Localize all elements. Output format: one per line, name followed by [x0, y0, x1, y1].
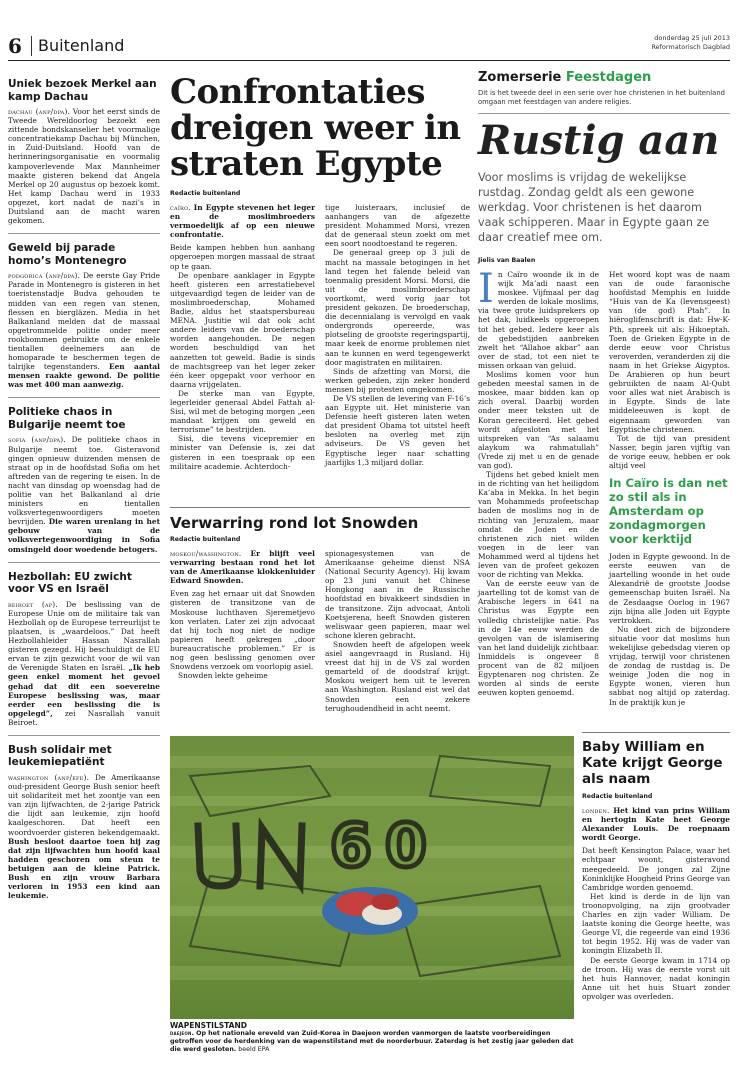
brief-text-after: zei Nasrallah vanuit Beiroet. — [8, 708, 160, 727]
paragraph: spionagesystemen van de Amerikaanse geheime dienst NSA (National Security Agency). Hij kwam op 23 juni vanuit het Chinese Hongkong aan in de Russische hoofdstad en bivakkeert sindsdien in de transitzone. Zijn advocaat, Antoli Koetsjerena, heeft Snowden gisteren weliswaar geen papieren, maar wel schone kleren gebracht. — [325, 549, 470, 640]
brief-text: De politieke chaos in Bulgarije neemt toe. Gisteravond gingen opnieuw duizenden mensen de straat op in de hoofdstad Sofia om het aftreden van de regering te eisen. In de nacht van dinsdag op woensdag had de politie van het Balkanland al drie ministers en tientallen volksvertegenwoordigers moeten bevrijden. — [8, 435, 160, 527]
baby-headline: Baby William en Kate krijgt George als naam — [582, 739, 723, 787]
drop-cap: I — [478, 266, 494, 312]
baby-dateline: londen. — [582, 806, 610, 815]
brief-body — [8, 271, 160, 389]
brief-dateline: beiroet (ap). — [8, 599, 58, 609]
paragraph: tige luisteraars, inclusief de aanhangers van de afgezette president Mohammed Morsi, vrezen dat de generaal steun zoekt om met een soort noodtoestand te regeren. — [325, 203, 470, 249]
main-article-lead-text: In Egypte stevenen het leger en de moslimbroeders vermoedelijk af op een nieuwe confrontatie. — [170, 203, 315, 240]
paragraph: Tot de tijd van president Nasser, begin jaren vijftig van de vorige eeuw, hebben er ook altijd veel — [609, 433, 730, 470]
lawn-number-six: 6 — [330, 811, 372, 881]
brief-montenegro — [8, 234, 160, 398]
paragraph: Dat heeft Kensington Palace, waar het echtpaar woont, gisteravond meegedeeld. De jongen zal Zijne Koninklijke Hoogheid Prins George van Cambridge worden genoemd. — [582, 846, 730, 892]
header-divider — [31, 36, 32, 56]
feature-headline: Rustig aan — [478, 117, 720, 164]
snowden-col-1 — [170, 549, 315, 713]
baby-lead — [582, 806, 730, 842]
brief-merkel — [8, 70, 160, 234]
main-article-headline: Confrontaties dreigen weer in straten Egypte — [170, 72, 461, 184]
header-date-block — [651, 34, 730, 52]
photo-caption — [170, 1022, 574, 1054]
brief-bold-text: Bush besloot daartoe toen hij zag dat zijn lijfwachten hun hoofd kaal hadden geschoren om steun te betuigen aan de kleine Patrick. Bush en zijn vrouw Barbara verloren in 1953 een kind aan leukemie. — [8, 836, 160, 901]
main-article-columns — [170, 203, 470, 471]
paragraph: De VS stellen de levering van F-16’s aan Egypte uit. Het ministerie van Defensie heeft gisteren laten weten dat president Obama tot uitstel heeft besloten na overleg met zijn adviseurs. De VS geven het Egyptische leger naar schatting jaarlijks 1,3 miljard dollar. — [325, 393, 470, 467]
paragraph: Van de eerste eeuw van de jaartelling tot de komst van de Arabische legers in 641 na Christus was Egypte een volledig christelijke natie. Pas in de 14e eeuw werden de gevolgen van de islamisering van het land duidelijk zichtbaar. Inmiddels is ongeveer 8 procent van de 82 miljoen Egyptenaren nog christen. Ze worden al sinds de eerste eeuwen kopten genoemd. — [478, 579, 599, 698]
paper-name: Reformatorisch Dagblad — [651, 43, 730, 51]
lawn-number-zero: 0 — [385, 811, 427, 881]
snowden-col-2 — [325, 549, 470, 713]
baby-article — [582, 732, 730, 1001]
brief-title: Politieke chaos in Bulgarije neemt toe — [8, 406, 126, 431]
paragraph-text: n Caïro woonde ik in de wijk Ma’adi naast een moskee. Vijfmaal per dag werden de lokale moslims, via twee grote luidsprekers op het dak, luidkeels opgeroepen tot het gebed. Iedere keer als de gebedstijden aanbreken zwelt het “Allahoe akbar” aan over de stad, tot een niet te missen orkaan van geluid. — [478, 270, 599, 370]
series-name: Feestdagen — [565, 70, 652, 85]
section-title: Buitenland — [38, 36, 125, 55]
baby-lead-text: Het kind van prins William en hertogin Kate heet George Alexander Louis. De roepnaam wordt George. — [582, 806, 730, 843]
paragraph: De sterke man van Egypte, legerleider generaal Abdel Fattah al-Sisi, wil met de betoging morgen „een mandaat krijgen om geweld en terrorisme” te bestrijden. — [170, 388, 315, 435]
baby-byline: Redactie buitenland — [582, 793, 653, 800]
paragraph: Snowden lekte geheime — [178, 671, 268, 681]
brief-dateline: sofia (anp/dpa). — [8, 435, 66, 445]
paragraph: De openbare aanklager in Egypte heeft gisteren een arrestatiebevel uitgevaardigd tegen de leider van de moslimbroederschap, Mohamed Badie, aldus het staatspersbureau MENA. Justitie wil dat ook acht andere leiders van de broederschap worden aangehouden. De negen worden beschuldigd van het aanzetten tot geweld. Badie is sinds de machtsgreep van het leger zeker één keer opgepakt voor verhoor en daarna vrijgelaten. — [170, 270, 315, 389]
brief-title: Uniek bezoek Merkel aan kamp Dachau — [8, 78, 157, 103]
main-article-byline: Redactie buitenland — [170, 190, 241, 197]
paragraph: Moslims komen voor hun gebeden meestal samen in de moskee, maar bidden kan op zich overal. Daarbij worden onder meer teksten uit de Koran gereciteerd. Het gebed wordt afgesloten met het uitspreken van “As salaamu alaykum wa rahmatullah” (Vrede zij met u en de genade van god). — [478, 370, 599, 470]
snowden-columns — [170, 549, 470, 713]
paragraph: De eerste George kwam in 1714 op de troon. Hij was de eerste vorst uit het huis Hannover, nadat koningin Anne uit het huis Stuart zonder opvolger was overleden. — [582, 955, 730, 1001]
news-briefs-column — [8, 70, 160, 908]
caption-dateline: daejeon. — [170, 1030, 195, 1037]
paragraph: Beide kampen hebben hun aanhang opgeroepen morgen massaal de straat op te gaan. — [170, 243, 315, 271]
paragraph: Het kind is derde in de lijn van troonopvolging, na zijn grootvader Charles en zijn vader William. De laatste koning die George heette, was George VI, die regeerde van eind 1936 tot begin 1952. Hij was de vader van koningin Elizabeth II. — [582, 891, 730, 956]
brief-body — [8, 435, 160, 553]
brief-bulgarije — [8, 398, 160, 562]
header-rule — [8, 60, 730, 61]
brief-title: Hezbollah: EU zwicht voor VS en Israël — [8, 570, 132, 596]
paragraph: Het woord kopt was de naam van de oude faraonische hoofdstad Memphis en luidde “Huis van de Ka (levensgeest) van (de god) Ptah”. In hiëroglifenschrift is dat: Hw-K-Pth, spreek uit als: Hikoeptah. Toen de Grieken Egypte in de derde eeuw voor Christus veroverden, veranderden zij die naam in het Griekse Aigyptos. De Arabieren op hun beurt gebruikten de naam Al-Qubt voor alles wat niet Arabisch is in Egypte. Sinds de late middeleeuwen is kopt de eigennaam geworden van Egyptische christenen. — [609, 270, 730, 434]
brief-body — [8, 107, 160, 225]
page-number: 6 — [8, 34, 22, 58]
series-note: Dit is het tweede deel in een serie over hoe christenen in het buitenland omgaan met feestdagen van andere religies. — [478, 89, 730, 114]
feature-col-1 — [478, 266, 599, 707]
snowden-article — [170, 507, 470, 713]
brief-title: Geweld bij parade homo’s Montenegro — [8, 242, 127, 267]
snowden-headline: Verwarring rond lot Snowden — [170, 514, 419, 532]
main-article-dateline: caïro. — [170, 203, 191, 212]
main-article — [170, 70, 470, 471]
paragraph: Snowden heeft de afgelopen week asiel aangevraagd in Rusland. Hij vreest dat hij in de VS zal worden gemarteld of de doodstraf krijgt. Moskou weigert hem uit te leveren aan Washington. Rusland eist wel dat Snowden een zekere terughoudendheid in acht neemt. — [325, 639, 470, 713]
main-article-col-2 — [325, 203, 470, 471]
brief-dateline: dachau (anp/dpa). — [8, 107, 71, 116]
paragraph: Sisi, die tevens vicepremier en minister van Defensie is, zei dat gisteren in een toespraak op een militaire academie. Achterdoch- — [170, 434, 315, 471]
paragraph — [478, 266, 599, 370]
brief-title: Bush solidair met leukemiepatiënt — [8, 743, 112, 769]
brief-text: Voor het eerst sinds de Tweede Wereldoorlog bezoekt een zittende bondskanselier het voormalige concentratiekamp Dachau bij München, in Zuid-Duitsland. Hoofd van de herinneringsorganisatie en voormalig kampoverlevende Max Mannheimer maakte gisteren bekend dat Angela Merkel op 20 augustus op bezoek komt. Het kamp Dachau werd in 1933 opgezet, kort nadat de nazi’s in Duitsland aan de macht waren gekomen. — [8, 107, 160, 226]
feature-col-2 — [609, 270, 730, 707]
snowden-lead-text: Er blijft veel verwarring bestaan rond het lot van de Amerikaanse klokkenluider Edward Snowden. — [170, 549, 315, 586]
brief-bold-text: Een aantal mensen raakte gewond. De politie was met 400 man aanwezig. — [8, 362, 160, 390]
series-label — [478, 70, 730, 85]
paragraph: Sinds de afzetting van Morsi, die werken gebeden, zijn zeker honderd mensen bij protesten omgekomen. — [325, 366, 470, 394]
pull-quote: In Caïro is dan net zo stil als in Amsterdam op zondagmorgen voor kerktijd — [609, 476, 728, 547]
paragraph: Nu doet zich de bijzondere situatie voor dat moslims hun wekelijkse gebedsdag vieren op vrijdag, terwijl voor christenen de zondag de rustdag is. De weinige Joden die nog in Egypte wonen, vieren hun sabbat nog altijd op zaterdag. In de praktijk kun je — [609, 624, 730, 707]
feature-intro: Voor moslims is vrijdag de wekelijkse rustdag. Zondag geldt als een gewone werkdag. Voor christenen is het daarom vaak schipperen. Maar in Egypte gaan ze daar creatief mee om. — [478, 171, 710, 244]
brief-bold-text: Die waren urenlang in het gebouw van de volksvertegenwoordiging in Sofia omsingeld door woedende betogers. — [8, 517, 160, 554]
people-formation — [322, 887, 418, 935]
page-header — [0, 0, 738, 60]
caption-text: Op het nationale ereveld van Zuid-Korea in Daejeon worden vanmorgen de laatste voorbereidingen getroffen voor de herdenking van de wapenstilstand met de noorderbuur. Zaterdag is het zestig jaar geleden dat die werd gesloten. — [170, 1030, 574, 1053]
main-article-col-1 — [170, 203, 315, 471]
brief-text: De eerste Gay Pride Parade in Montenegro is gisteren in het toeristenstadje Budva gehouden te midden van een regen van stenen, flessen en biergläzen. Media in het Balkanland melden dat de massaal opgetrommelde politie onder meer rookbommen gebruikte om de enkele tientallen deelnemers aan de homoparade te beschermen tegen de talrijke tegenstanders. — [8, 271, 160, 372]
brief-bush — [8, 736, 160, 908]
series-prefix: Zomerserie — [478, 70, 562, 85]
feature-article — [478, 62, 730, 707]
photo-credit: beeld EPA — [238, 1046, 270, 1053]
brief-body — [8, 773, 160, 900]
feature-columns — [478, 266, 730, 707]
brief-body — [8, 600, 160, 727]
snowden-byline: Redactie buitenland — [170, 536, 241, 543]
brief-text: De beslissing van de Europese Unie om de militaire tak van Hezbollah op de Europese terreurlijst te plaatsen, is „waardeloos.” Dat heeft Hezbollahleider Hassan Nasrallah gisteren gezegd. Hij beschuldigt de EU ervan te zijn gezwicht voor de wil van de Verenigde Staten en Israël. — [8, 599, 160, 673]
brief-text: De Amerikaanse oud-president George Bush senior heeft uit solidariteit met het zoontje van een van zijn lijfwachten, de 2-jarige Patrick die lijdt aan leukemie, zijn hoofd kaalgeschoren. Dat heeft een woordvoerder gisteren bekendgemaakt. — [8, 772, 161, 837]
paragraph: Joden in Egypte gewoond. In de eerste eeuwen van de jaartelling woonde in het oude Alexandrië de grootste Joodse gemeenschap buiten Israël. Na de Zesdaagse Oorlog in 1967 zijn bijna alle Joden uit Egypte vertrokken. — [609, 552, 730, 625]
feature-byline: Jielis van Baalen — [478, 257, 536, 264]
brief-dateline: washington (anp/efe). — [8, 772, 90, 782]
paragraph: Even zag het ernaar uit dat Snowden gisteren de transitzone van de Moskouse luchthaven Sjeremetjevo kon verlaten. Later zei zijn advocaat dat hij toch nog niet de nodige papieren heeft gekregen „door bureaucratische problemen.” Er is nog geen beslissing genomen over Snowdens verzoek om voorlopig asiel. — [170, 589, 315, 672]
snowden-lead — [170, 549, 315, 585]
paragraph: Tijdens het gebed knielt men in de richting van het heiligdom Ka’aba in Mekka. In het begin van Mohammeds profeetschap baden de moslims nog in de richting van Jeruzalem, maar omdat de Joden en de christenen zich niet wilden voegen in de leer van Mohammed werd al tijdens het leven van de profeet gekozen voor de richting van Mekka. — [478, 470, 599, 580]
news-photo — [170, 736, 574, 1019]
paragraph: De generaal greep op 3 juli de macht na massale betogingen in het land tegen het falende beleid van toenmalig president Morsi. Morsi, die uit de moslimbroederschap voortkomt, werd vorig jaar tot president gekozen. De broederschap, die decennialang is vervolgd en vaak ondergronds opereerde, was plotseling de grootste regeringspartij, maar keek de enorme problemen niet aan te kunnen en werd tegengewerkt door magistraten en militairen. — [325, 248, 470, 367]
issue-date: donderdag 25 juli 2013 — [654, 34, 730, 42]
brief-hezbollah — [8, 563, 160, 736]
snowden-dateline: moskou/washington. — [170, 549, 242, 558]
caption-title: WAPENSTILSTAND — [170, 1021, 247, 1030]
photo-illustration — [170, 736, 574, 1019]
main-article-lead — [170, 203, 315, 239]
brief-bold-text: „Ik heb geen enkel moment het gevoel gehad dat dit een soevereine Europese beslissing was, maar eerder een beslissing die is opgelegd”, — [8, 663, 160, 718]
brief-dateline: podgorica (anp/dpa). — [8, 271, 81, 281]
